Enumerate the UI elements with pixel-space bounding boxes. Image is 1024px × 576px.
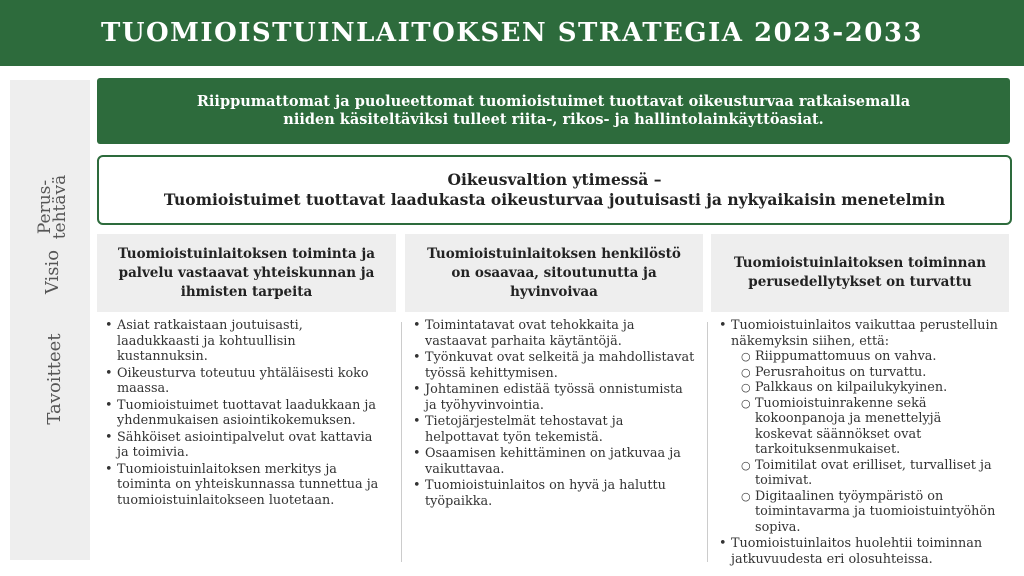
vision-line-1: Oikeusvaltion ytimessä – bbox=[447, 170, 662, 189]
goal-heading-3-text: Tuomioistuinlaitoksen toiminnan perusedellytykset on turvattu bbox=[733, 255, 987, 290]
list-item: • Tuomioistuinlaitos huolehtii toiminnan jatkuvuudesta eri olosuhteissa. bbox=[719, 536, 1001, 567]
side-label-bar bbox=[10, 80, 90, 560]
goal-heading-1-text: Tuomioistuinlaitoksen toiminta ja palvelu vastaavat yhteiskunnan ja ihmisten tarpeita bbox=[118, 245, 375, 300]
title-banner bbox=[0, 0, 1024, 66]
goal-column-3 bbox=[711, 234, 1009, 567]
goal-list-1 bbox=[105, 318, 388, 508]
goal-column-1 bbox=[97, 234, 396, 564]
sub-list-item: ○ Perusrahoitus on turvattu. bbox=[741, 365, 1001, 381]
side-label-perustehtava bbox=[35, 172, 70, 242]
sub-list bbox=[741, 349, 1001, 535]
list-item: • Johtaminen edistää työssä onnistumista ja työhyvinvointia. bbox=[413, 382, 695, 413]
list-item: • Sähköiset asiointipalvelut ovat kattavia ja toimivia. bbox=[105, 430, 388, 461]
list-item bbox=[719, 318, 1001, 535]
side-label-tavoitteet: Tavoitteet bbox=[44, 333, 65, 425]
goal-list-3 bbox=[719, 318, 1001, 567]
sub-list-item: ○ Riippumattomuus on vahva. bbox=[741, 349, 1001, 365]
list-item: • Oikeusturva toteutuu yhtäläisesti koko maassa. bbox=[105, 366, 388, 397]
side-label-visio: Visio bbox=[42, 249, 63, 295]
list-item: • Tuomioistuimet tuottavat laadukkaan ja yhdenmukaisen asiointikokemuksen. bbox=[105, 398, 388, 429]
vision-box bbox=[97, 155, 1012, 225]
column-divider-1 bbox=[401, 322, 402, 562]
list-item: • Osaamisen kehittäminen on jatkuvaa ja vaikuttavaa. bbox=[413, 446, 695, 477]
list-item: • Työnkuvat ovat selkeitä ja mahdollistavat työssä kehittymisen. bbox=[413, 350, 695, 381]
column-divider-2 bbox=[707, 322, 708, 562]
list-item: • Asiat ratkaistaan joutuisasti, laadukkaasti ja kohtuullisin kustannuksin. bbox=[105, 318, 388, 365]
list-item: • Tietojärjestelmät tehostavat ja helpottavat työn tekemistä. bbox=[413, 414, 695, 445]
list-item: • Tuomioistuinlaitos on hyvä ja haluttu työpaikka. bbox=[413, 478, 695, 509]
vision-line-2: Tuomioistuimet tuottavat laadukasta oikeusturvaa joutuisasti ja nykyaikaisin menetelmin bbox=[163, 190, 946, 209]
sub-list-item: ○ Toimitilat ovat erilliset, turvalliset ja toimivat. bbox=[741, 458, 1001, 489]
side-label-perustehtava-text: Perus- tehtävä bbox=[35, 174, 70, 240]
page-title: TUOMIOISTUINLAITOKSEN STRATEGIA 2023-2033 bbox=[100, 18, 924, 48]
goal-heading-2 bbox=[405, 234, 703, 312]
goal-heading-3 bbox=[711, 234, 1009, 312]
goal-list-2 bbox=[413, 318, 695, 509]
list-item: • Tuomioistuinlaitoksen merkitys ja toiminta on yhteiskunnassa tunnettua ja tuomioistuinlaitokseen luotetaan. bbox=[105, 462, 388, 509]
goal-column-2 bbox=[405, 234, 703, 564]
list-item: • Toimintatavat ovat tehokkaita ja vastaavat parhaita käytäntöjä. bbox=[413, 318, 695, 349]
sub-list-item: ○ Palkkaus on kilpailukykyinen. bbox=[741, 380, 1001, 396]
mission-line-2: niiden käsiteltäviksi tulleet riita-, rikos- ja hallintolainkäyttöasiat. bbox=[283, 111, 824, 128]
sub-list-item: ○ Digitaalinen työympäristö on toimintavarma ja tuomioistuintyöhön sopiva. bbox=[741, 489, 1001, 536]
mission-line-1: Riippumattomat ja puolueettomat tuomioistuimet tuottavat oikeusturvaa ratkaisemalla bbox=[196, 93, 911, 110]
sub-list-item: ○ Tuomioistuinrakenne sekä kokoonpanoja ja menettelyjä koskevat säännökset ovat tarkoituksenmukaiset. bbox=[741, 396, 1001, 458]
goal-heading-2-text: Tuomioistuinlaitoksen henkilöstö on osaavaa, sitoutunutta ja hyvinvoivaa bbox=[427, 245, 681, 300]
goal-heading-1 bbox=[97, 234, 396, 312]
goal-3-intro: Tuomioistuinlaitos vaikuttaa perustelluin näkemyksin siihen, että: bbox=[731, 318, 998, 349]
mission-box bbox=[97, 78, 1010, 144]
